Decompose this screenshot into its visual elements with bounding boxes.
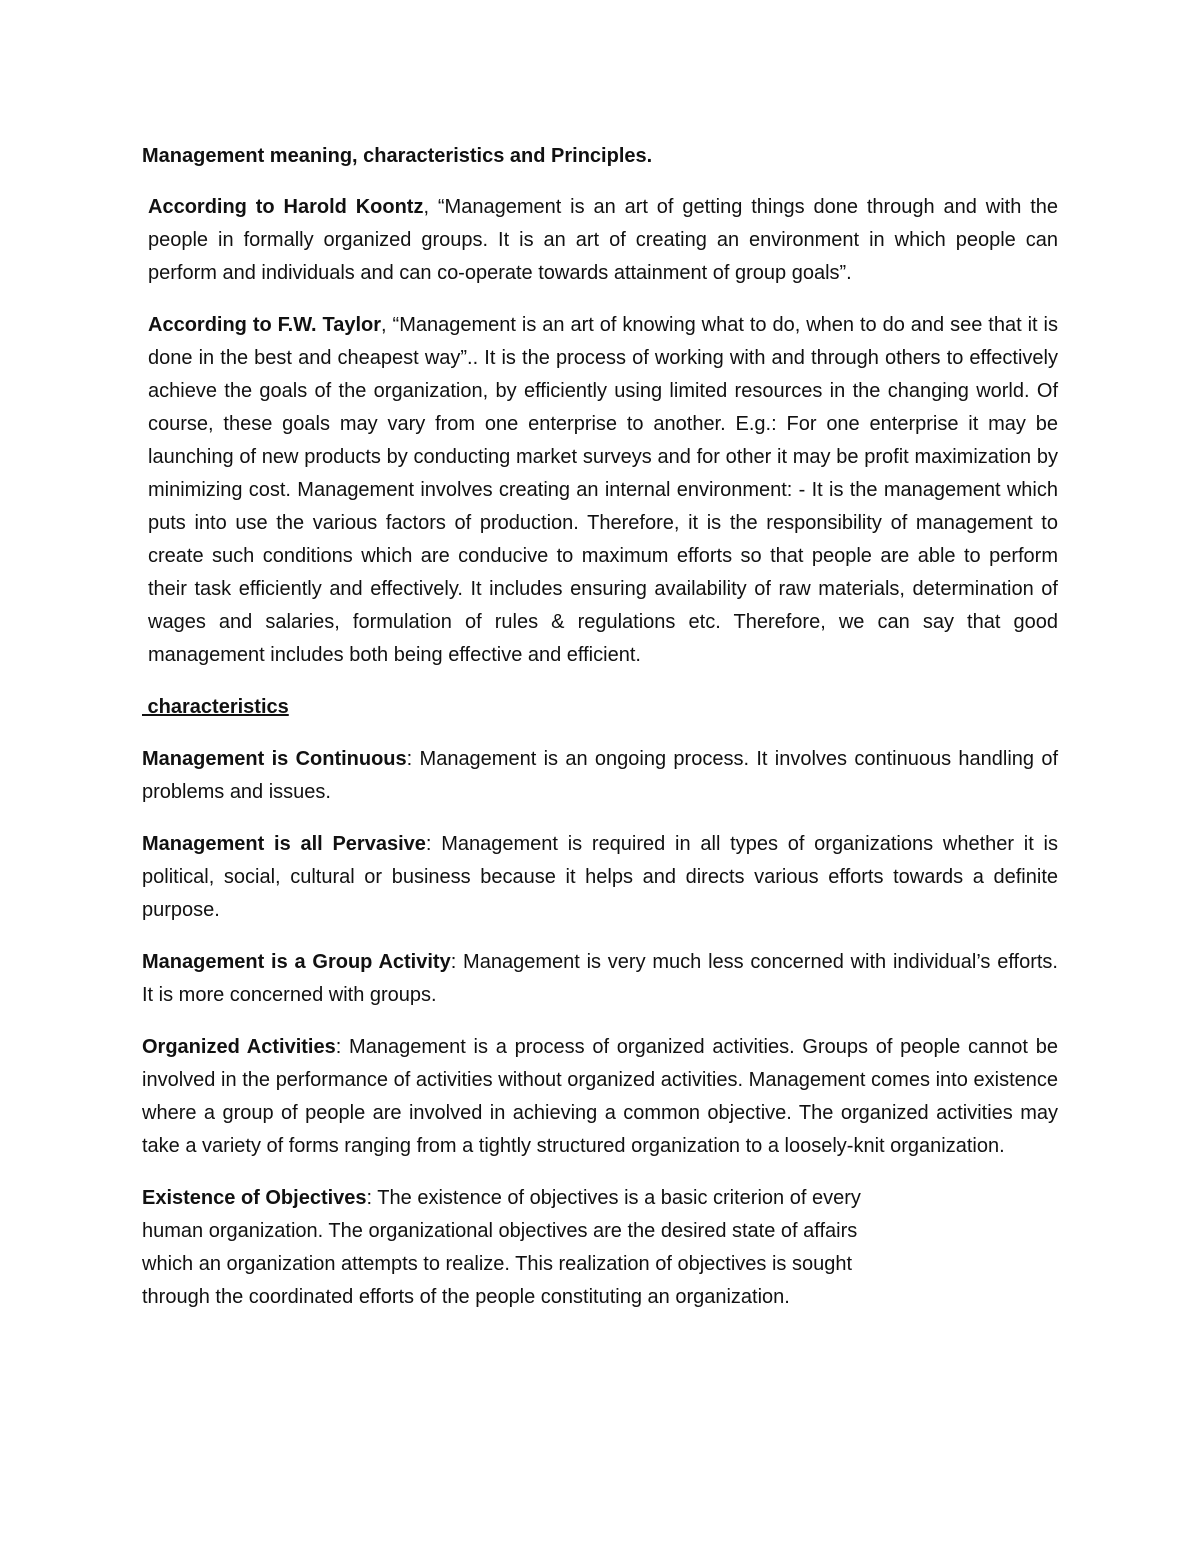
characteristic-text: : The existence of objectives is a basic criterion of every human organization. The organizational objectives are the desired state of affairs which an organization attempts to realize. This realization of objectives is sought through the coordinated efforts of the people constituting an organization. (142, 1187, 861, 1308)
characteristic-term: Management is Continuous (142, 748, 407, 770)
characteristic-item (142, 743, 1058, 809)
definition-lead: According to Harold Koontz (148, 196, 424, 218)
characteristic-text: : Management is an ongoing process. It involves continuous handling of problems and issues. (142, 748, 1059, 803)
definition-text: , “Management is an art of knowing what to do, when to do and see that it is done in the best and cheapest way”.. It is the process of working with and through others to effectively achieve the goals of the organization, by efficiently using limited resources in the changing world. Of course, these goals may vary from one enterprise to another. E.g.: For one enterprise it may be launching of new products by conducting market surveys and for other it may be profit maximization by minimizing cost. Management involves creating an internal environment: - It is the management which puts into use the various factors of production. Therefore, it is the responsibility of management to create such conditions which are conducive to maximum efforts so that people are able to perform their task efficiently and effectively. It includes ensuring availability of raw materials, determination of wages and salaries, formulation of rules & regulations etc. Therefore, we can say that good management includes both being effective and efficient. (148, 314, 1058, 666)
definition-lead: According to F.W. Taylor (148, 314, 382, 336)
characteristic-item (142, 946, 1058, 1012)
section-heading-characteristics: characteristics (142, 696, 289, 718)
definition-taylor (142, 309, 1058, 672)
characteristic-text: : Management is required in all types of organizations whether it is political, social, cultural or business because it helps and directs various efforts towards a definite purpose. (142, 833, 1059, 921)
characteristic-item (142, 1182, 902, 1314)
characteristic-item (142, 828, 1058, 927)
document-page (142, 140, 1058, 1333)
characteristic-text: : Management is a process of organized activities. Groups of people cannot be involved in the performance of activities without organized activities. Management comes into existence where a group of people are involved in achieving a common objective. The organized activities may take a variety of forms ranging from a tightly structured organization to a loosely-knit organization. (142, 1036, 1058, 1157)
document-title: Management meaning, characteristics and Principles. (142, 145, 653, 167)
characteristic-text: : Management is very much less concerned with individual’s efforts. It is more concerned with groups. (142, 951, 1058, 1006)
characteristic-term: Management is all Pervasive (142, 833, 426, 855)
characteristic-term: Organized Activities (142, 1036, 336, 1058)
characteristic-term: Existence of Objectives (142, 1187, 367, 1209)
characteristic-term: Management is a Group Activity (142, 951, 451, 973)
definition-text: , “Management is an art of getting things done through and with the people in formally organized groups. It is an art of creating an environment in which people can perform and individuals and can co-operate towards attainment of group goals”. (148, 196, 1058, 284)
definition-koontz (142, 191, 1058, 290)
characteristic-item (142, 1031, 1058, 1163)
